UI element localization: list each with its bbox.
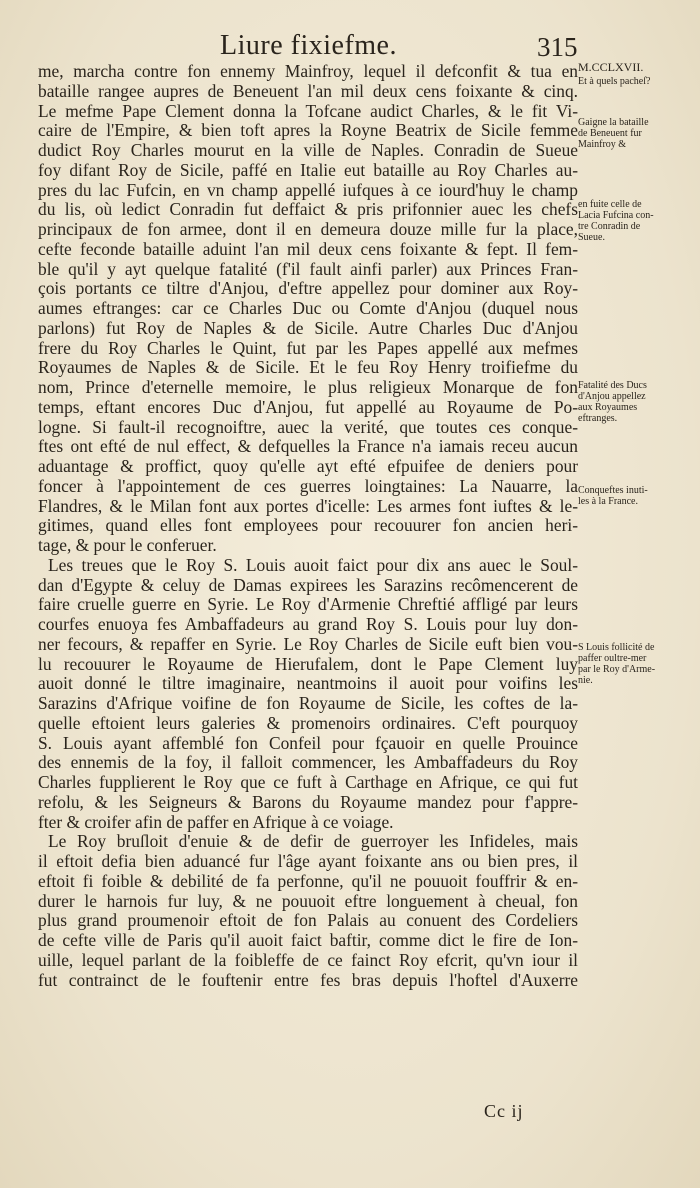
text-line: Sarazins d'Afrique voifine de fon Royaume de Sicile, les coftes de la- [38, 693, 578, 713]
margin-note-line: Gaigne la bataille [578, 117, 649, 128]
text-line: dan d'Egypte & celuy de Damas expirees les Sarazins recômencerent de [38, 574, 578, 595]
text-line: dudict Roy Charles mourut en la ville de Naples. Conradin de Sueue [38, 140, 578, 160]
margin-note [578, 485, 696, 507]
text-line: ftes ont efté de nul effect, & defquelles la France n'a iamais receu aucun [38, 436, 578, 457]
text-line: courfes enuoya fes Ambaffadeurs au grand Roy S. Louis pour luy don- [38, 614, 578, 634]
text-line: gitimes, quand elles font employees pour recouurer fon ancien heri- [38, 515, 578, 536]
margin-note-line: tre Conradin de [578, 221, 641, 232]
margin-note-line: en fuite celle de [578, 199, 642, 210]
margin-note [578, 117, 696, 150]
text-line: fut contrainct de le fouftenir entre fes bras depuis l'hoftel d'Auxerre [38, 969, 578, 990]
margin-note-line: paffer oultre-mer [578, 653, 647, 664]
margin-year: M.CCLXVII. [578, 60, 644, 74]
margin-note-line: d'Anjou appellez [578, 391, 646, 402]
text-line: Royaumes de Naples & de Sicile. Et le feu Roy Henry troifiefme du [38, 357, 578, 378]
text-line: aduantage & proffict, quoy qu'elle ayt efté efpuifee de deniers pour [38, 456, 578, 476]
text-line: Charles fupplierent le Roy que ce fuft à Carthage en Afrique, ce qui fut [38, 772, 578, 792]
text-line: çois portants ce tiltre d'Anjou, d'eftre appellez pour dominer aux Roy- [38, 278, 578, 299]
text-line: foy difant Roy de Sicile, paffé en Italie eut bataille au Roy Charles au- [38, 159, 578, 180]
text-line: Le mefme Pape Clement donna la Tofcane audict Charles, & le fit Vi- [38, 100, 578, 121]
text-line: principaux de fon armee, dont il en demeura douze mille fur la place, [38, 219, 578, 239]
text-line: fter & croifer afin de paffer en Afrique à ce voiage. [38, 811, 394, 832]
text-line: ner fecours, & repaffer en Syrie. Le Roy Charles de Sicile euft bien vou- [38, 633, 578, 654]
text-line: auoit donné le tiltre imaginaire, neantmoins il auoit pour voifins les [38, 673, 578, 694]
margin-note-line: les à la France. [578, 496, 638, 507]
body-text [38, 62, 578, 990]
text-line: uille, lequel parlant de la foibleffe de ce fainct Roy efcrit, qu'vn iour il [38, 949, 578, 970]
margin-note [578, 642, 696, 686]
margin-note-line: Fatalité des Ducs [578, 380, 647, 391]
text-line: foncer à l'appointement de ces guerres loingtaines: La Nauarre, la [38, 475, 578, 496]
text-line: pres du lac Fufcin, en vn champ appellé iufques à ce iourd'huy le champ [38, 179, 578, 200]
running-title: Liure fixiefme. [220, 30, 397, 61]
margin-note-line: Sueue. [578, 232, 605, 243]
text-line: tage, & pour le conferuer. [38, 535, 217, 555]
margin-note-line: Et à quels pacheſ? [578, 76, 651, 87]
text-line: lu recouurer le Royaume de Hierufalem, dont le Pape Clement luy [38, 653, 578, 674]
text-line: caire de l'Empire, & bien toft apres la Royne Beatrix de Sicile femme [38, 120, 578, 141]
text-line: temps, eftant encores Duc d'Anjou, fut appellé au Royaume de Po- [38, 396, 578, 417]
margin-note-line: nie. [578, 675, 593, 686]
text-line: de cefte ville de Paris qu'il auoit faict baftir, comme dict le fire de Ion- [38, 930, 578, 950]
text-line: du lis, où ledict Conradin fut deffaict & pris prifonnier auec les chefs [38, 199, 578, 220]
margin-note-line: Conqueftes inuti- [578, 485, 648, 496]
margin-note-line: Mainfroy & [578, 139, 627, 150]
text-line: quelle eftoient leurs galeries & promenoirs ordinaires. C'eft pourquoy [38, 712, 578, 733]
text-line: me, marcha contre fon ennemy Mainfroy, lequel il defconfit & tua en [38, 61, 578, 81]
margin-note-line: aux Royaumes [578, 402, 638, 413]
paragraph-start-line: Le Roy bruſloit d'enuie & de defir de guerroyer les Infideles, mais [48, 831, 578, 852]
text-line: logne. Si fault-il recognoiftre, auec la verité, que toutes ces conque- [38, 416, 578, 437]
text-line: refolu, & les Seigneurs & Barons du Royaume mandez pour f'appre- [38, 791, 578, 812]
text-line: aumes eftranges: car ce Charles Duc ou Comte d'Anjou (duquel nous [38, 298, 578, 318]
catchword-signature: Cc ij [484, 1101, 524, 1121]
margin-note-line: eftranges. [578, 413, 618, 424]
text-line: parlons) fut Roy de Naples & de Sicile. Autre Charles Duc d'Anjou [38, 317, 578, 338]
text-line: frere du Roy Charles le Quint, fut par les Papes appellé aux mefmes [38, 337, 578, 358]
margin-note-line: par le Roy d'Arme- [578, 664, 656, 675]
paragraph-start-line: Les treues que le Roy S. Louis auoit faict pour dix ans auec le Soul- [48, 554, 578, 575]
margin-note-line: Lacia Fufcina con- [578, 210, 654, 221]
text-line: eftoit fi foible & debilité de fa perfonne, qu'il ne pouuoit fouffrir & en- [38, 870, 578, 891]
text-line: Flandres, & le Milan font aux portes d'icelle: Les armes font iuftes & le- [38, 495, 578, 516]
text-line: ble qu'il y ayt quelque fatalité (f'il fault ainfi parler) aux Princes Fran- [38, 258, 578, 279]
text-line: cefte feconde bataille aduint l'an mil deux cens foixante & fept. Il fem- [38, 238, 578, 259]
text-line: des ennemis de la foy, il falloit commencer, les Ambaffadeurs du Roy [38, 752, 578, 773]
margin-notes [578, 62, 696, 1112]
text-line: S. Louis ayant affemblé fon Confeil pour fçauoir en quelle Prouince [38, 732, 578, 753]
margin-note-line: S Louis follicité de [578, 642, 655, 653]
text-line: nom, Prince d'eternelle memoire, le plus religieux Monarque de fon [38, 377, 578, 397]
text-line: durer le harnois fur luy, & ne pouuoit eftre longuement à cheual, fon [38, 890, 578, 911]
text-line: bataille rangee aupres de Beneuent l'an mil deux cens foixante & cinq. [38, 80, 578, 101]
text-line: faire cruelle guerre en Syrie. Le Roy d'Armenie Chreftié affligé par leurs [38, 594, 578, 615]
margin-note [578, 199, 696, 243]
page-number: 315 [537, 32, 578, 62]
text-line: il eftoit defia bien aduancé fur l'âge ayant foixante ans ou bien pres, il [38, 851, 578, 871]
margin-note-line: de Beneuent fur [578, 128, 642, 139]
margin-note [578, 76, 696, 87]
text-line: plus grand proumenoir eftoit de fon Palais au conuent des Cordeliers [38, 910, 578, 931]
margin-note [578, 380, 696, 424]
